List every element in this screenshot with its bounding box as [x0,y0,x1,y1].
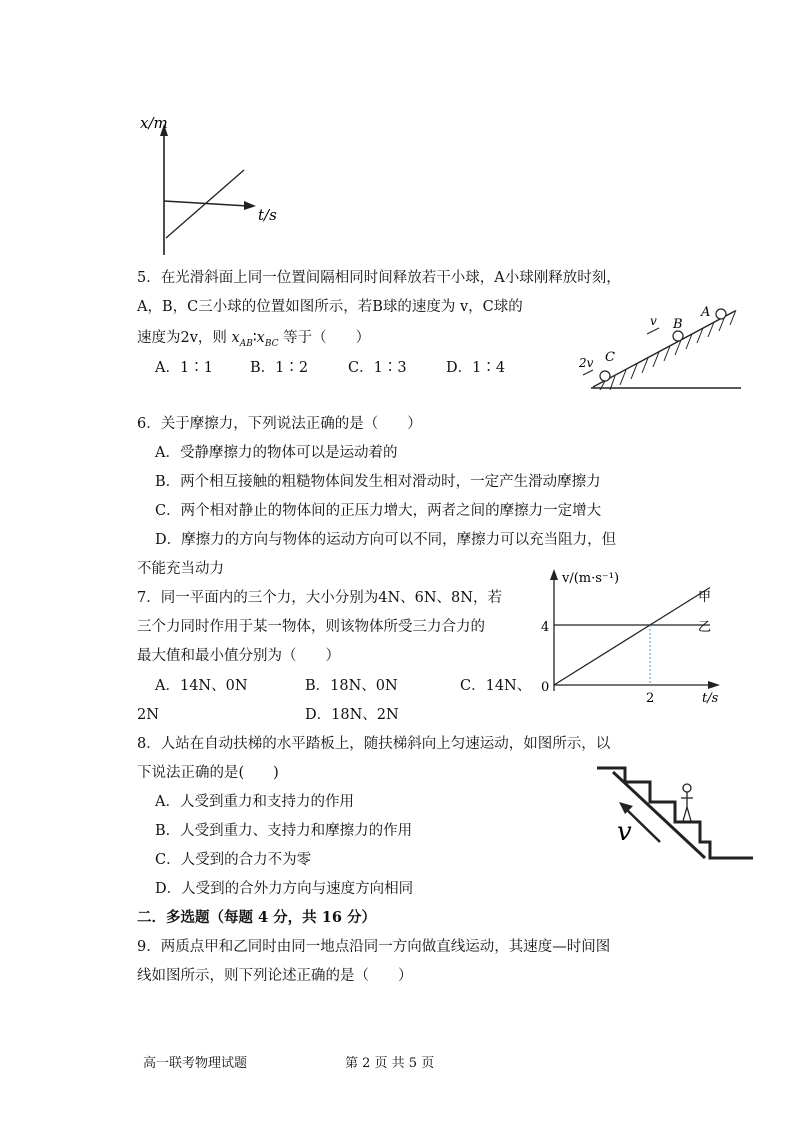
velocity-2v-label: 2v [579,356,594,370]
xt-xlabel: t/s [258,206,277,224]
q7-line2: 三个力同时作用于某一物体，则该物体所受三力合力的 [137,619,485,635]
q6-option-d[interactable]: D．摩擦力的方向与物体的运动方向可以不同，摩擦力可以充当阻力，但 [155,532,617,548]
q8-line1: 8．人站在自动扶梯的水平踏板上，随扶梯斜向上匀速运动，如图所示，以 [137,736,611,752]
q7-line3: 最大值和最小值分别为（ ） [137,648,340,664]
q5-option-b[interactable]: B．1∶2 [250,360,309,376]
q5-ratio-b-sub: BC [264,338,279,349]
q5-option-d[interactable]: D．1∶4 [446,360,506,376]
footer-page-number: 第 2 页 共 5 页 [345,1056,435,1071]
escalator-figure [595,760,760,870]
q8-line2: 下说法正确的是( ) [137,765,279,781]
q7-option-a[interactable]: A．14N、0N [155,678,248,694]
vt-xtick-label: 2 [646,691,655,705]
q8-option-d[interactable]: D．人受到的合外力方向与速度方向相同 [155,881,414,897]
vt-series-line-jia [554,588,710,686]
vt-series-jia-label: 甲 [698,590,712,605]
ball-c [600,371,610,381]
vt-ylabel: v/(m·s⁻¹) [562,571,620,586]
ball-c-label: C [605,350,615,365]
section2-title: 二．多选题（每题 4 分，共 16 分） [137,909,376,926]
q8-option-c[interactable]: C．人受到的合力不为零 [155,852,312,868]
q5-line1: 5．在光滑斜面上同一位置间隔相同时间释放若干小球，A小球刚释放时刻， [137,270,621,286]
vt-xlabel: t/s [702,691,719,705]
q5-ratio-b: x [256,330,265,346]
xt-ylabel: x/m [140,114,168,132]
xt-line [166,170,244,238]
xt-graph-figure [130,110,290,260]
vt-ytick-label: 4 [541,620,550,635]
q5-line3-post: 等于（ ） [278,330,371,346]
q5-ratio-a: x [231,330,240,346]
q5-option-c[interactable]: C．1∶3 [348,360,407,376]
vt-x-axis-arrow [708,681,720,689]
person-icon [681,784,693,821]
q6-option-b[interactable]: B．两个相互接触的粗糙物体间发生相对滑动时，一定产生滑动摩擦力 [155,474,601,490]
ball-b [673,331,683,341]
velocity-v-arrow [647,328,659,334]
q5-line3 [137,328,370,354]
vt-y-axis-arrow [550,569,558,580]
q8-option-b[interactable]: B．人受到重力、支持力和摩擦力的作用 [155,823,413,839]
q7-option-c[interactable]: C．14N、 [460,678,532,694]
velocity-2v-arrow [583,370,593,375]
q8-option-a[interactable]: A．人受到重力和支持力的作用 [155,794,354,810]
q5-ratio-colon: ∶ [252,330,257,346]
footer-title: 高一联考物理试题 [143,1056,248,1071]
q7-option-b[interactable]: B．18N、0N [305,678,398,694]
vt-series-group [554,588,710,686]
incline-figure [575,300,745,392]
q7-option-c-cont: 2N [137,707,159,723]
vt-series-yi-label: 乙 [698,620,712,635]
q7-option-d[interactable]: D．18N、2N [305,707,399,723]
ball-b-label: B [673,317,683,332]
q9-line1: 9．两质点甲和乙同时由同一地点沿同一方向做直线运动，其速度—时间图 [137,939,611,955]
ball-a-label: A [701,305,711,320]
q6-option-c[interactable]: C．两个相对静止的物体间的正压力增大，两者之间的摩擦力一定增大 [155,503,602,519]
q5-option-a[interactable]: A．1∶1 [155,360,213,376]
q6-stem: 6．关于摩擦力，下列说法正确的是（ ） [137,416,422,432]
q6-option-a[interactable]: A．受静摩擦力的物体可以是运动着的 [155,445,398,461]
q9-line2: 线如图所示，则下列论述正确的是（ ） [137,968,413,984]
velocity-v-label: v [650,314,657,328]
q6-option-d-cont: 不能充当动力 [137,561,224,577]
ball-a [716,309,726,319]
vt-chart [530,565,730,705]
xt-x-axis-arrow [244,201,256,210]
q5-line2: A，B，C三小球的位置如图所示，若B球的速度为 v，C球的 [137,299,523,315]
escalator-v-label: v [617,817,632,847]
q5-ratio-a-sub: AB [239,338,253,349]
q5-line3-pre: 速度为2v，则 [137,330,232,346]
vt-origin-label: 0 [541,680,550,695]
q7-line1: 7．同一平面内的三个力，大小分别为4N、6N、8N，若 [137,590,502,606]
